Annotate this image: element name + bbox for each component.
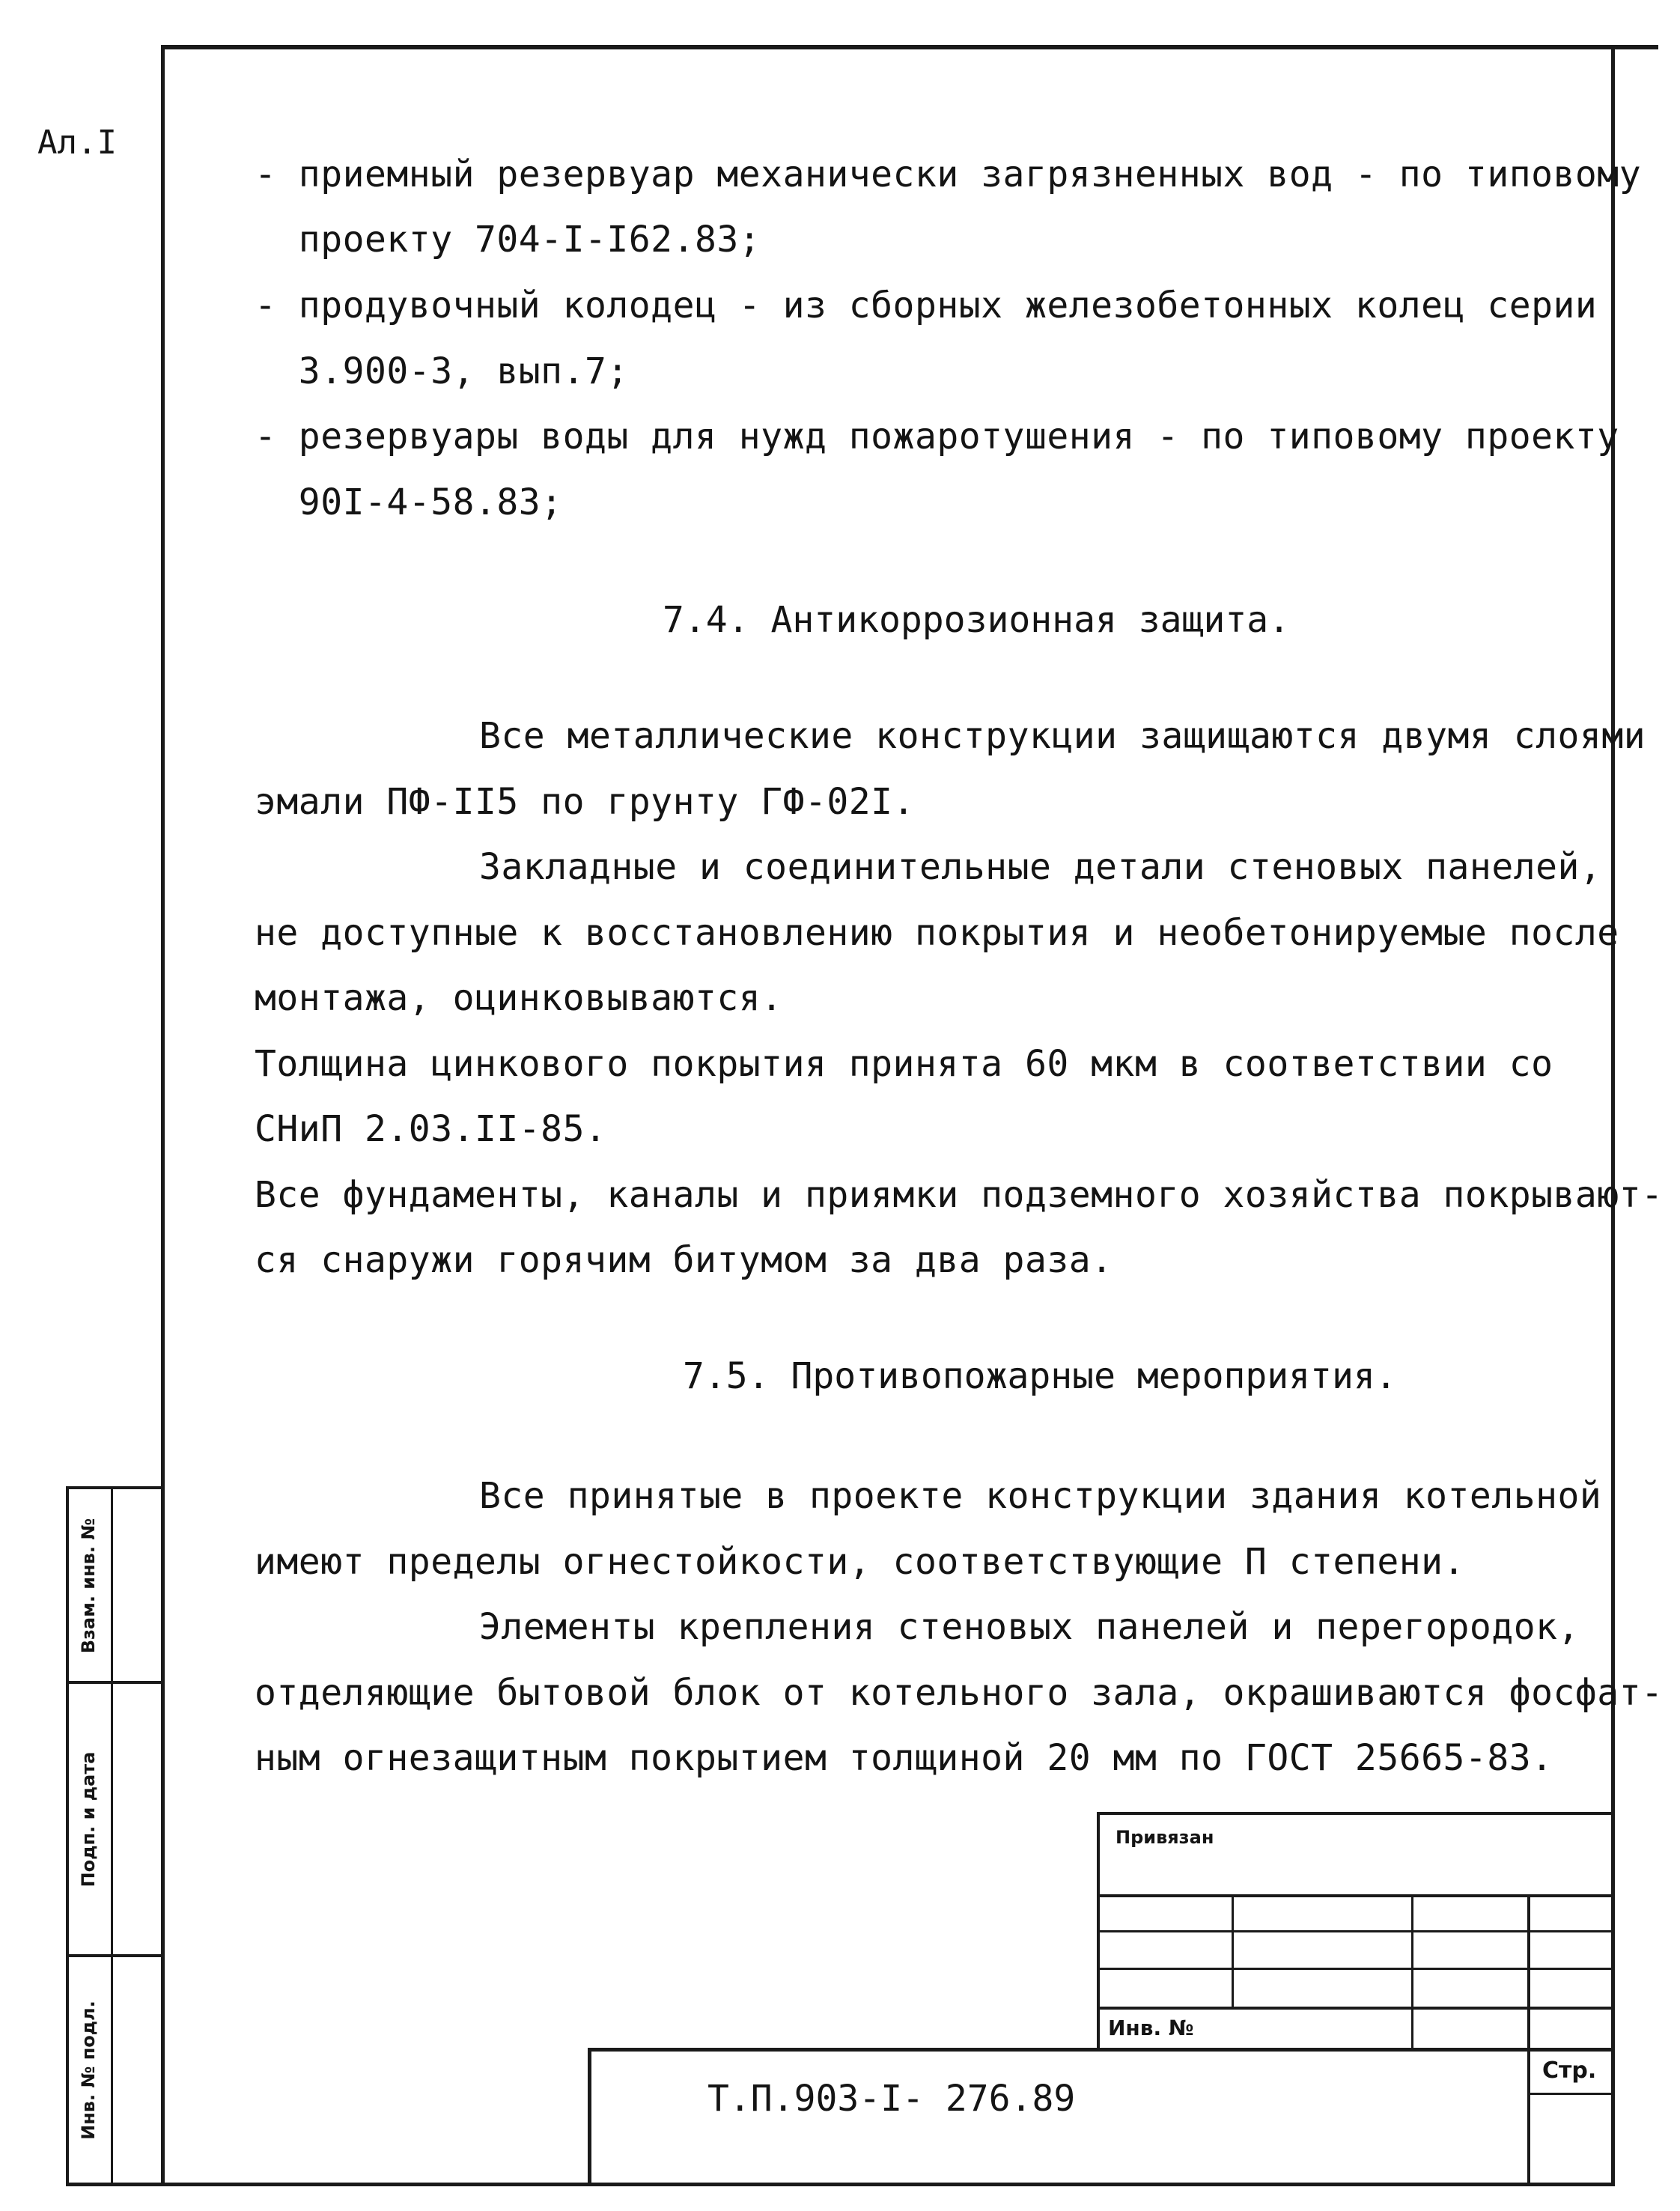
side-stamp-top	[66, 1486, 163, 1489]
frame-top-border	[161, 45, 1658, 49]
paragraph-line: Все металлические конструкции защищаются двумя слоями	[479, 715, 1646, 757]
tb-row-2	[1097, 1930, 1613, 1932]
paragraph-line: Все фундаменты, каналы и приямки подземного хозяйства покрывают-	[255, 1174, 1664, 1216]
tb-col-2	[1411, 1894, 1413, 2052]
paragraph-line: Закладные и соединительные детали стеновых панелей,	[479, 846, 1602, 888]
frame-right-border	[1611, 45, 1615, 2186]
side-stamp-divider-1	[66, 1681, 163, 1684]
tb-top	[1097, 1812, 1613, 1815]
side-cell-inv-podl	[66, 1958, 111, 2183]
page-label: Стр.	[1542, 2058, 1597, 2084]
paragraph-line: эмали ПФ-II5 по грунту ГФ-02I.	[255, 781, 915, 823]
inv-podl-label: Инв. № подл.	[78, 2001, 99, 2140]
bullet-1-line-2: проекту 704-I-I62.83;	[255, 219, 761, 261]
paragraph-line: Толщина цинкового покрытия принята 60 мкм в соответствии со	[255, 1043, 1553, 1085]
bullet-3-line-1: - резервуары воды для нужд пожаротушения - по типовому проекту	[255, 416, 1619, 457]
side-stamp-divider-2	[66, 1954, 163, 1957]
tb-row-3	[1097, 1968, 1613, 1970]
paragraph-line: не доступные к восстановлению покрытия и необетонируемые после	[255, 912, 1619, 954]
paragraph-line: ным огнезащитным покрытием толщиной 20 мм по ГОСТ 25665-83.	[255, 1737, 1553, 1779]
section-heading-7-5: 7.5. Противопожарные мероприятия.	[683, 1355, 1397, 1397]
vzam-inv-label: Взам. инв. №	[78, 1518, 99, 1653]
paragraph-line: Элементы крепления стеновых панелей и перегородок,	[479, 1606, 1580, 1648]
sheet-label: Ал.I	[37, 124, 117, 162]
bullet-2-line-2: 3.900-3, вып.7;	[255, 350, 629, 392]
tb-row-4	[1097, 2007, 1613, 2010]
paragraph-line: Все принятые в проекте конструкции здания котельной	[479, 1475, 1602, 1517]
podp-data-label: Подп. и дата	[78, 1751, 99, 1888]
paragraph-line: монтажа, оцинковываются.	[255, 977, 783, 1019]
paragraph-line: СНиП 2.03.II-85.	[255, 1108, 607, 1150]
privyazan-label: Привязан	[1116, 1827, 1214, 1848]
side-cell-vzam-inv	[66, 1490, 111, 1681]
frame-bottom-border	[66, 2183, 1615, 2186]
side-stamp-inner-divider	[111, 1486, 113, 2186]
tb-col-1	[1232, 1894, 1234, 2008]
paragraph-line: имеют пределы огнестойкости, соответствующие П степени.	[255, 1541, 1465, 1583]
inv-no-label: Инв. №	[1108, 2016, 1194, 2040]
tb-main-top	[588, 2048, 1613, 2052]
section-heading-7-4: 7.4. Антикоррозионная защита.	[663, 599, 1291, 641]
bullet-2-line-1: - продувочный колодец - из сборных железобетонных колец серии	[255, 285, 1598, 326]
frame-left-border	[161, 45, 165, 2186]
paragraph-line: ся снаружи горячим битумом за два раза.	[255, 1239, 1113, 1281]
paragraph-line: отделяющие бытовой блок от котельного зала, окрашиваются фосфат-	[255, 1672, 1664, 1714]
document-number: Т.П.903-I- 276.89	[707, 2078, 1076, 2120]
tb-page-divider	[1527, 2093, 1613, 2095]
tb-main-left	[588, 2048, 591, 2186]
tb-row-1	[1097, 1894, 1613, 1897]
tb-col-3	[1527, 1894, 1530, 2186]
side-cell-podp-data	[66, 1685, 111, 1954]
bullet-1-line-1: - приемный резервуар механически загрязненных вод - по типовому	[255, 153, 1642, 195]
bullet-3-line-2: 90I-4-58.83;	[255, 481, 563, 523]
